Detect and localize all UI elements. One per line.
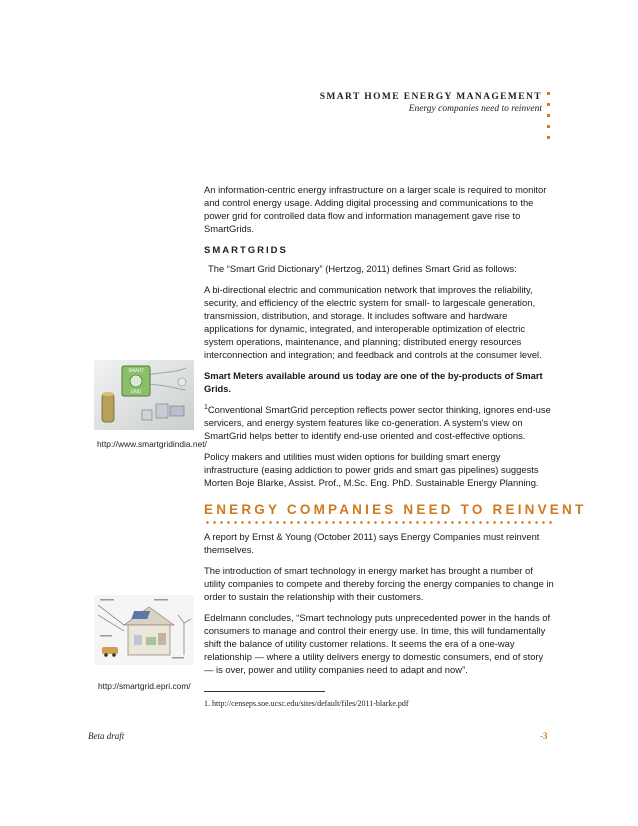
conventional-text: Conventional SmartGrid perception reflects power sector thinking, ignores end-use servicers, and energy system features like co-generation. A system's view on SmartGrid helps better to identify end-use oriented and cost-effective options. — [204, 404, 551, 441]
footnote-marker: 1 — [204, 403, 208, 411]
heading-dotted-rule — [204, 521, 554, 524]
intro-paragraph — [204, 183, 554, 243]
footnote-text: 1. http://censeps.soe.ucsc.edu/sites/default/files/2011-blarke.pdf — [204, 699, 409, 708]
energy-companies-body — [204, 530, 554, 684]
figure2-caption: http://smartgrid.epri.com/ — [98, 681, 191, 691]
ernst-young-paragraph: A report by Ernst & Young (October 2011) says Energy Companies must reinvent themselves. — [204, 531, 540, 555]
section-heading-energy-companies: ENERGY COMPANIES NEED TO REINVENT — [204, 502, 587, 517]
smart-grid-diagram-illustration — [94, 595, 194, 665]
smart-technology-paragraph: The introduction of smart technology in energy market has brought a number of utility companies to compete and thereby forcing the energy companies to change in order to sustain the relationship with their customers. — [204, 565, 554, 602]
conventional-paragraph — [204, 403, 554, 442]
smart-meters-statement: Smart Meters available around us today are one of the by-products of Smart Grids. — [204, 370, 543, 394]
section-heading-smartgrids: SMARTGRIDS — [204, 245, 288, 256]
figure1-caption: http://www.smartgridindia.net/ — [97, 439, 207, 449]
smart-meter-image — [94, 360, 194, 430]
running-header-title: SMART HOME ENERGY MANAGEMENT — [319, 92, 542, 102]
page-number: -3 — [540, 731, 548, 741]
footnote-separator — [204, 691, 325, 692]
meter-label-top: SMART — [128, 369, 144, 374]
header-dot-column — [547, 92, 551, 147]
smart-meter-illustration — [94, 360, 194, 430]
meter-label-bottom: GRID — [130, 389, 142, 394]
footer-draft-label: Beta draft — [88, 731, 125, 741]
edelmann-paragraph: Edelmann concludes, “Smart technology puts unprecedented power in the hands of consumers to manage and control their energy use. In time, this will fundamentally shift the balance of utility customer relations. It seems the era of a one-way relationship — where a utility delivers energy to domestic consumers, end of story — is over, power and utility companies need to adapt and now”. — [204, 612, 551, 675]
intro-text: An information-centric energy infrastructure on a larger scale is required to monitor and control energy usage. Adding digital processing and communications to the power grid for controlled data flow and information management gave rise to SmartGrids. — [204, 184, 547, 234]
smartgrids-body — [204, 262, 554, 497]
definition-intro: The “Smart Grid Dictionary” (Hertzog, 2011) defines Smart Grid as follows: — [208, 263, 517, 274]
smart-grid-diagram-image — [94, 595, 194, 665]
running-header-subtitle: Energy companies need to reinvent — [408, 104, 542, 114]
policy-paragraph: Policy makers and utilities must widen options for building smart energy infrastructure (easing addiction to power grids and smart gas pipelines) suggests Morten Boje Blarke, Assist. Prof., M.Sc. Eng. PhD. Sustainable Energy Planning. — [204, 451, 539, 488]
definition-paragraph: A bi-directional electric and communication network that improves the reliability, security, and efficiency of the electric system for small- to largescale generation, transmission, distribution, and storage. It includes software and hardware applications for dynamic, integrated, and interoperable optimization of electric system operations, maintenance, and planning; distributed energy resources interconnection and integration; and feedback and controls at the consumer level. — [204, 284, 542, 360]
